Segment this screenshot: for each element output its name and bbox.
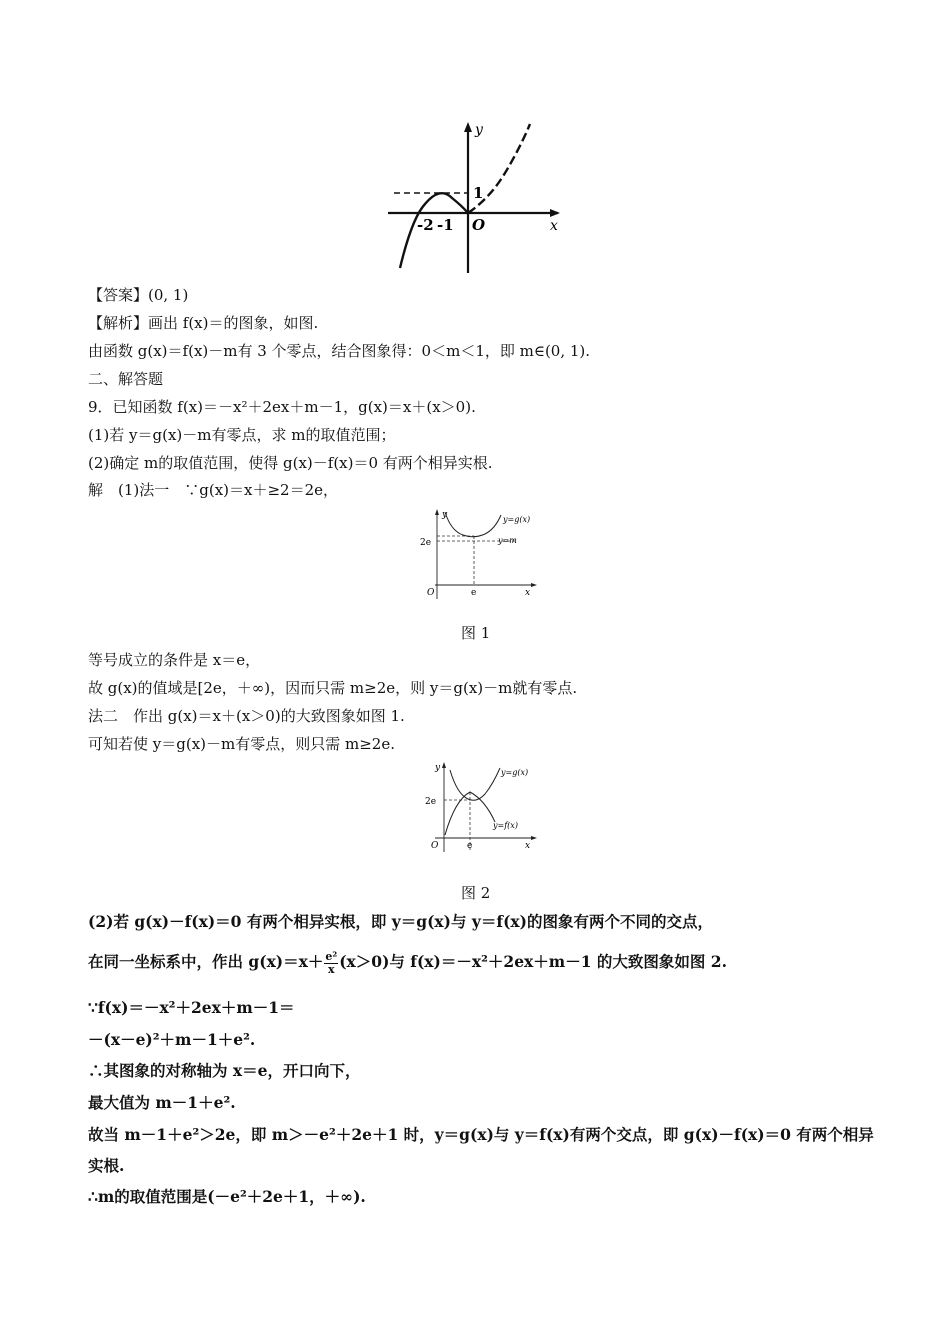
part2-intro: (2)若 g(x)－f(x)＝0 有两个相异实根，即 y＝g(x)与 y＝f(x)的图象有两个不同的交点， [88,912,713,931]
fig2-label-f: y=f(x) [493,821,518,830]
condition-line-a: 故当 m－1＋e²＞2e，即 m＞－e²＋2e＋1 时，y＝g(x)与 y＝f(x)有两个交点，即 g(x)－f(x)＝0 有两个相异 [88,1125,874,1144]
analysis-line: 【解析】画出 f(x)＝的图象，如图. [88,314,319,332]
part2-draw-a: 在同一坐标系中，作出 g(x)＝x＋ [88,952,324,971]
range-line: 故 g(x)的值域是[2e，＋∞)，因而只需 m≥2e，则 y＝g(x)－m就有零点. [88,679,578,697]
tick-neg1: -1 [437,216,454,234]
max-value-line: 最大值为 m－1＋e². [88,1093,236,1112]
part2-draw-line [88,950,727,976]
fig2-label-g: y=g(x) [501,768,529,777]
fig1-x-label: x [525,588,531,598]
condition-line-b: 实根. [88,1156,125,1175]
equality-line: 等号成立的条件是 x＝e， [88,651,261,669]
fx-line-b: －(x－e)²＋m－1＋e². [88,1030,256,1049]
axis-symmetry-line: ∴其图象的对称轴为 x＝e，开口向下， [88,1061,361,1080]
curve-left [400,193,468,268]
x-axis-arrow [550,209,560,217]
fig2-tick-2e: 2e [425,797,437,807]
question-9-part2: (2)确定 m的取值范围，使得 g(x)－f(x)＝0 有两个相异实根. [88,454,493,472]
part2-draw-b: (x＞0)与 f(x)＝－x²＋2ex＋m－1 的大致图象如图 2. [339,952,727,971]
x-label: x [550,218,558,234]
answer-line: 【答案】(0, 1) [88,286,189,304]
figure-2-caption: 图 2 [461,884,491,902]
fig1-y-label: y [442,510,448,520]
y-label: y [475,122,483,138]
fig2-x-label: x [525,841,531,851]
fx-line-a: ∵f(x)＝－x²＋2ex＋m－1＝ [88,998,295,1017]
fraction-denominator: x [328,962,335,976]
method2-line: 法二 作出 g(x)＝x＋(x＞0)的大致图象如图 1. [88,707,405,725]
fig1-label-g: y=g(x) [503,515,531,524]
fraction-numerator: e² [325,949,338,963]
final-answer-line: ∴m的取值范围是(－e²＋2e＋1，＋∞). [88,1187,366,1206]
fig1-origin: O [427,588,435,598]
tick-1: 1 [473,184,484,202]
fig1-tick-2e: 2e [420,538,432,548]
fraction-e2-over-x [324,951,338,976]
figure-piecewise [380,118,570,278]
question-9: 9．已知函数 f(x)＝－x²＋2ex＋m－1，g(x)＝x＋(x＞0). [88,398,476,416]
tick-neg2: -2 [417,216,434,234]
question-9-part1: (1)若 y＝g(x)－m有零点，求 m的取值范围； [88,426,396,444]
zeros-line: 由函数 g(x)＝f(x)－m有 3 个零点，结合图象得：0＜m＜1，即 m∈(0, 1). [88,342,591,360]
conclude1-line: 可知若使 y＝g(x)－m有零点，则只需 m≥2e. [88,735,395,753]
section-heading: 二、解答题 [88,370,164,388]
fig1-label-m: y=m [498,536,517,545]
origin-label: O [472,216,486,234]
figure-2 [415,760,540,855]
figure-1-caption: 图 1 [461,624,491,642]
y-axis-arrow [464,122,472,132]
fig2-y-label: y [435,763,441,773]
fig2-tick-e: e [467,841,473,851]
fig2-origin: O [431,841,439,851]
figure-1 [415,507,540,602]
fig1-curve-g [445,512,501,537]
solution-line-1: 解 (1)法一 ∵g(x)＝x＋≥2＝2e， [88,481,339,499]
fig1-tick-e: e [471,588,477,598]
